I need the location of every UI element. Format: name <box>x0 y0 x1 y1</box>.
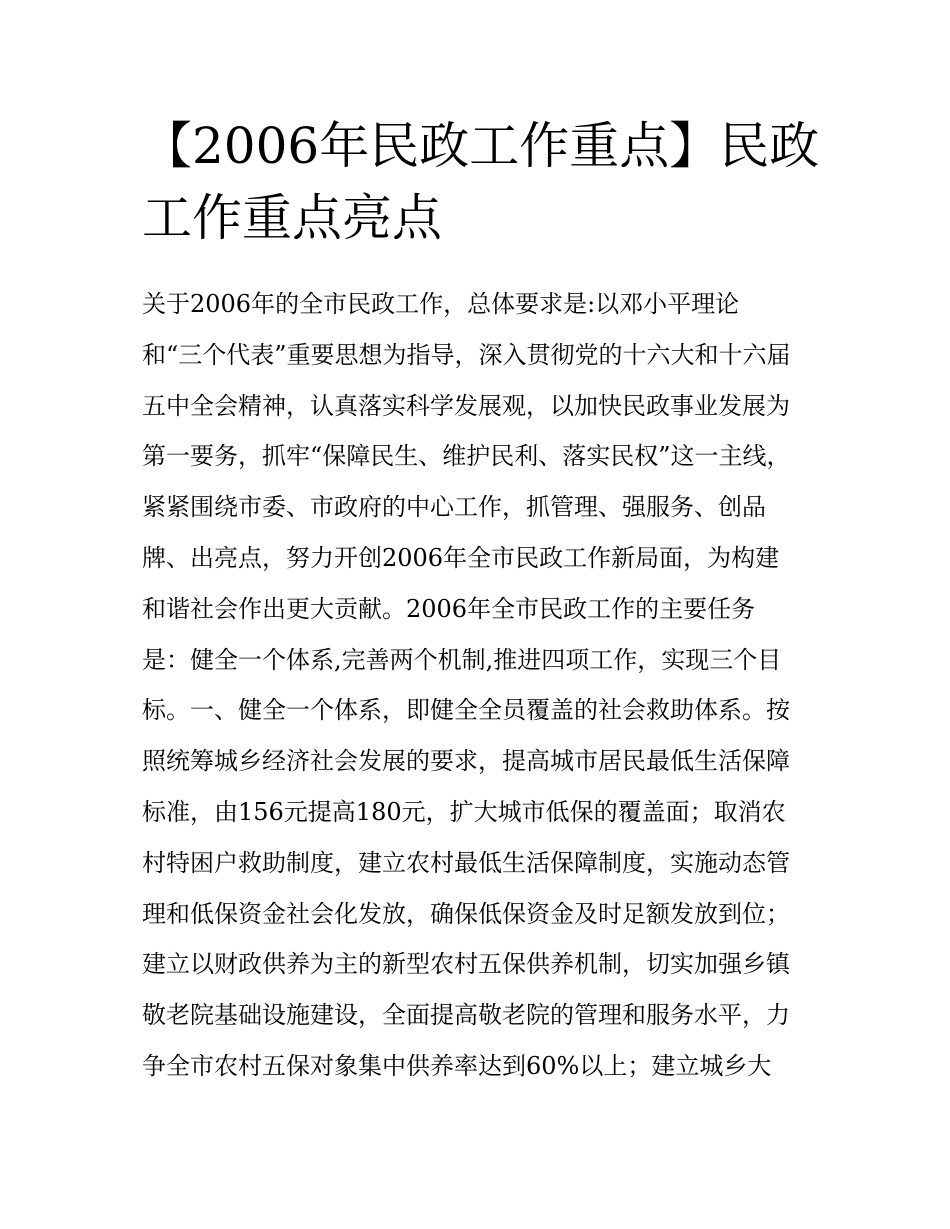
document-title <box>142 110 842 254</box>
title-line-2: 工作重点亮点 <box>142 189 442 247</box>
body-line: 理和低保资金社会化发放，确保低保资金及时足额发放到位； <box>142 899 790 928</box>
body-line: 牌、出亮点，努力开创2006年全市民政工作新局面，为构建 <box>142 543 780 572</box>
body-line: 争全市农村五保对象集中供养率达到60%以上；建立城乡大 <box>142 1051 772 1080</box>
body-line: 照统筹城乡经济社会发展的要求，提高城市居民最低生活保障 <box>142 747 790 776</box>
body-line: 标准，由156元提高180元，扩大城市低保的覆盖面；取消农 <box>142 797 786 826</box>
body-line: 标。一、健全一个体系，即健全全员覆盖的社会救助体系。按 <box>142 696 790 725</box>
body-line: 关于2006年的全市民政工作，总体要求是:以邓小平理论 <box>142 290 740 318</box>
body-line: 村特困户救助制度，建立农村最低生活保障制度，实施动态管 <box>142 848 790 877</box>
title-line-1: 【2006年民政工作重点】民政 <box>142 117 820 175</box>
body-line: 第一要务，抓牢“保障民生、维护民利、落实民权”这一主线， <box>142 442 791 471</box>
document-body <box>142 279 822 1092</box>
body-line: 五中全会精神，认真落实科学发展观，以加快民政事业发展为 <box>142 391 790 420</box>
body-line: 敬老院基础设施建设，全面提高敬老院的管理和服务水平，力 <box>142 1001 790 1030</box>
body-line: 和“三个代表”重要思想为指导，深入贯彻党的十六大和十六届 <box>142 340 791 369</box>
body-line: 紧紧围绕市委、市政府的中心工作，抓管理、强服务、创品 <box>142 493 766 522</box>
body-line: 建立以财政供养为主的新型农村五保供养机制，切实加强乡镇 <box>142 950 790 979</box>
body-line: 是：健全一个体系,完善两个机制,推进四项工作，实现三个目 <box>142 645 782 674</box>
body-line: 和谐社会作出更大贡献。2006年全市民政工作的主要任务 <box>142 594 756 623</box>
